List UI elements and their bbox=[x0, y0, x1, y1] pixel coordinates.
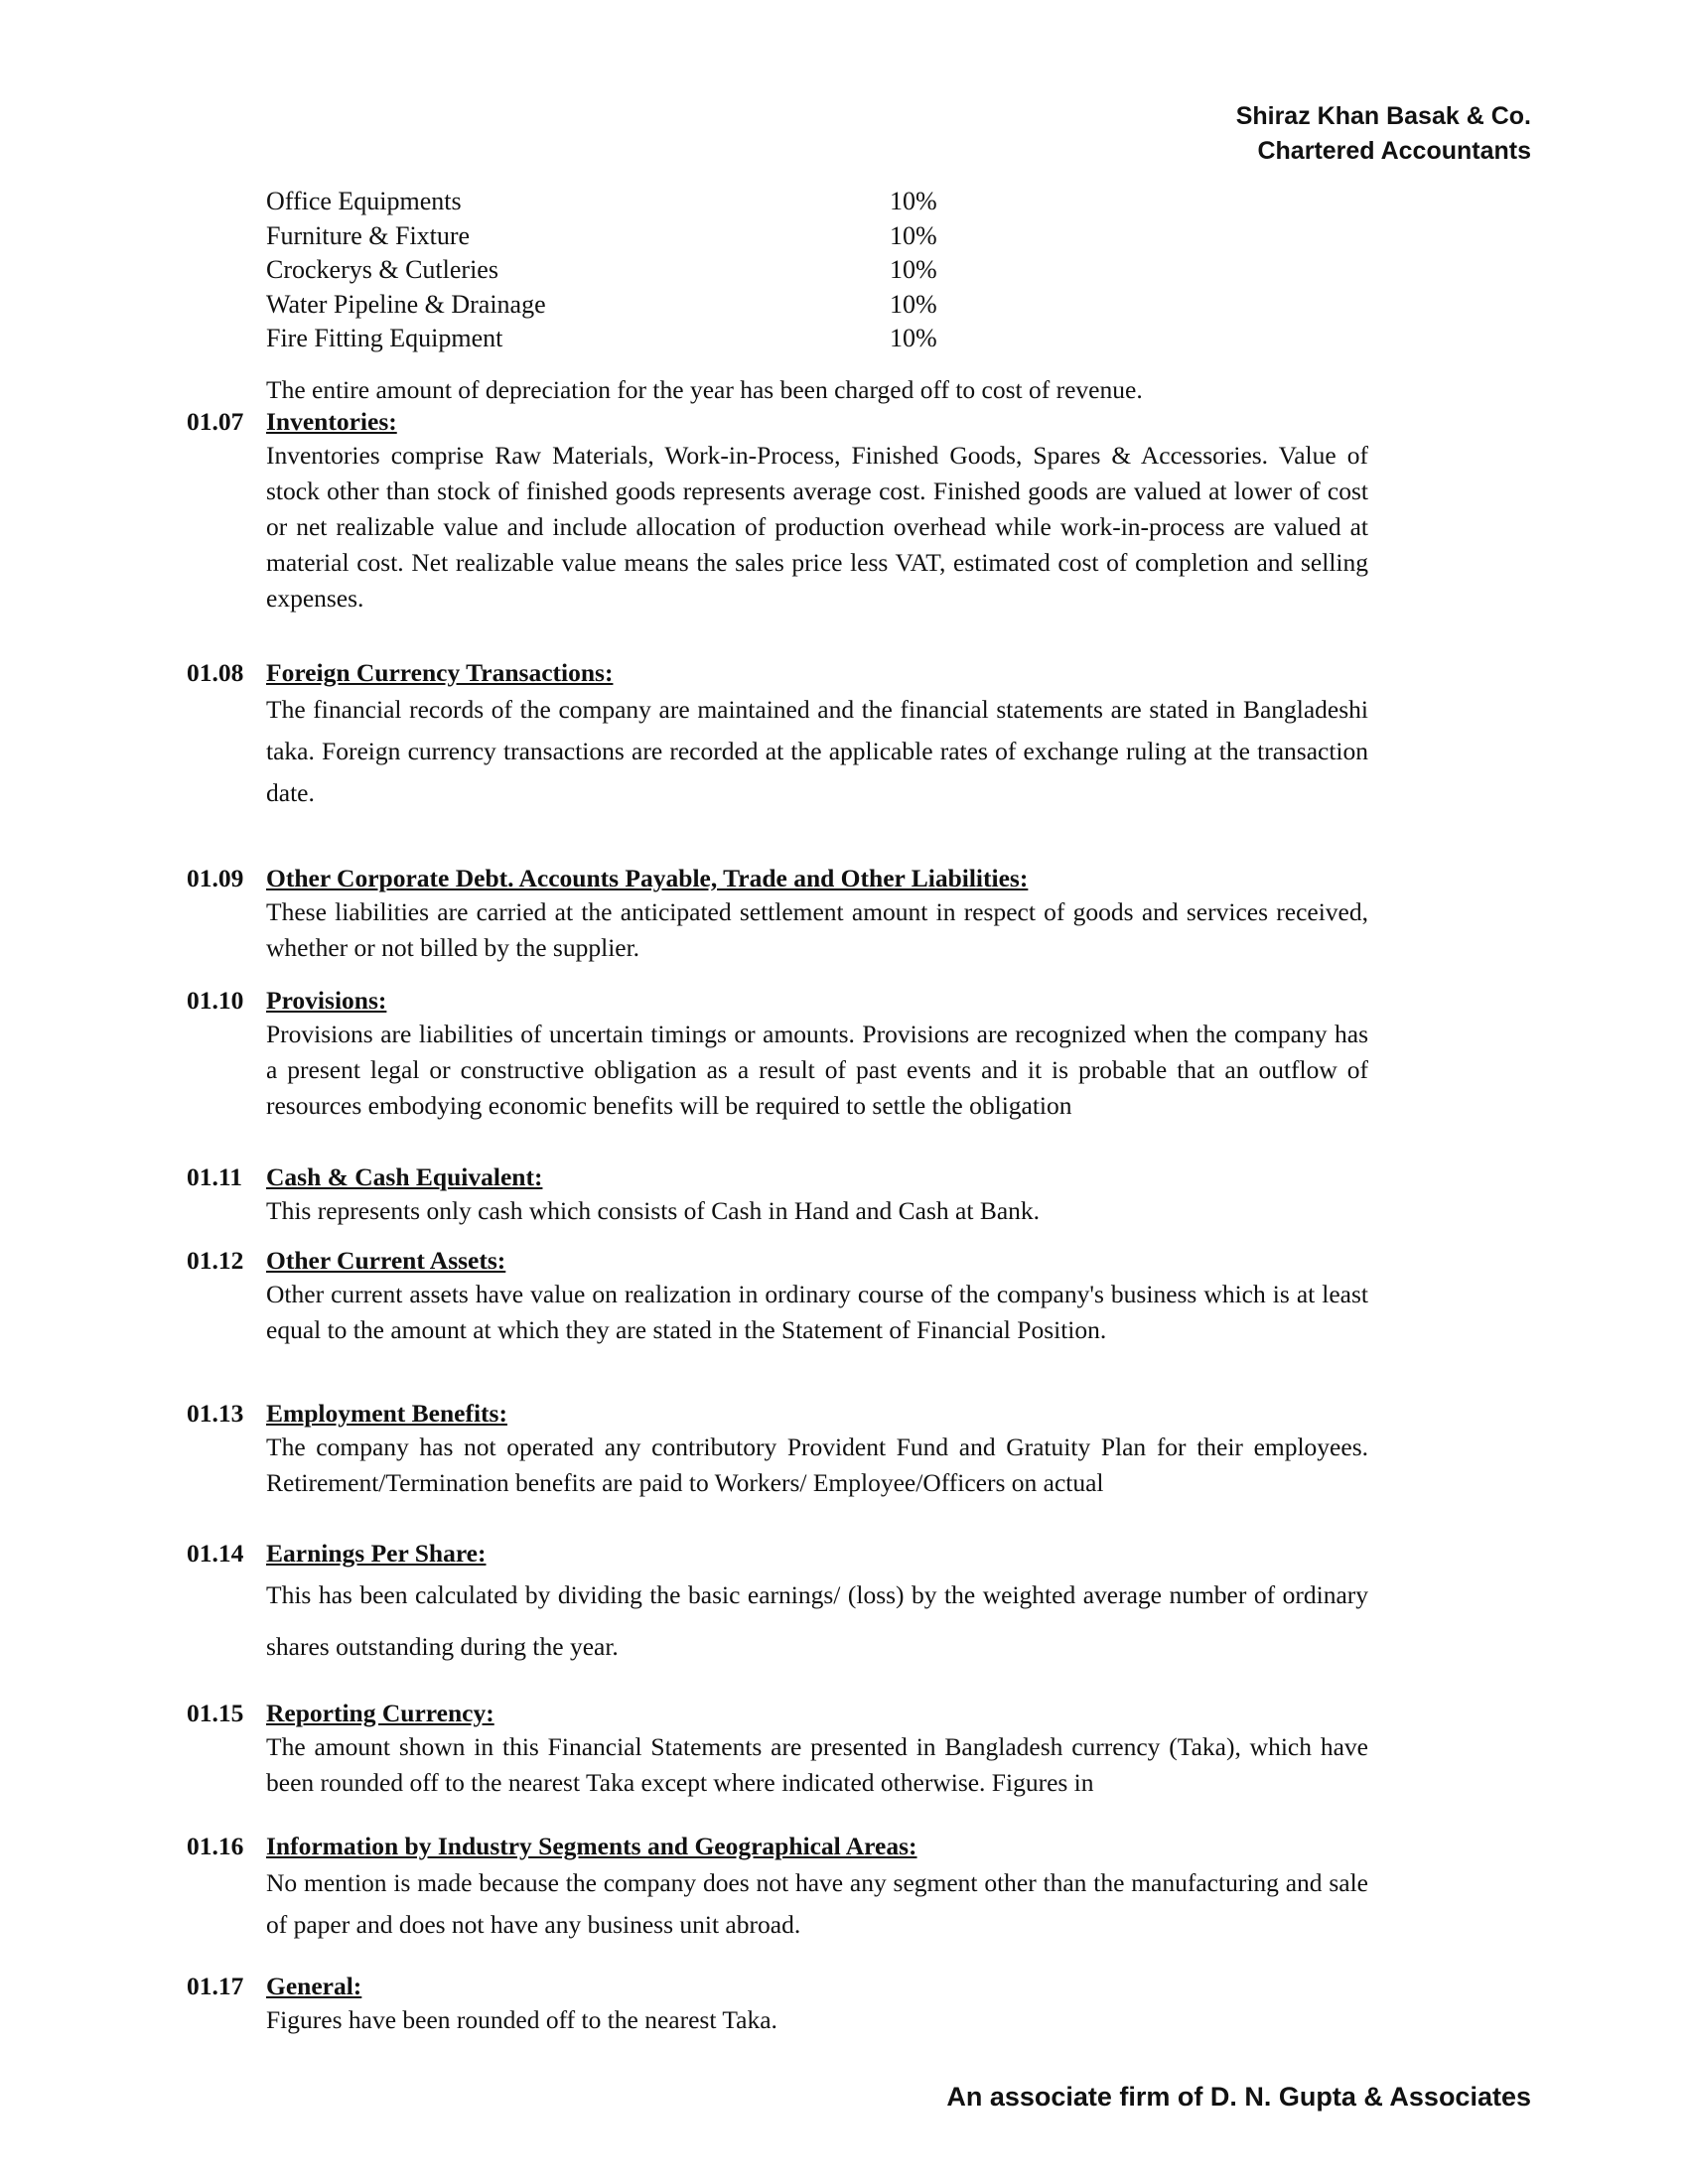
section-heading bbox=[187, 657, 1368, 689]
section-title: Provisions: bbox=[266, 986, 387, 1015]
section-number: 01.12 bbox=[187, 1246, 244, 1275]
section-foreign-currency bbox=[187, 657, 1368, 814]
section-number: 01.14 bbox=[187, 1539, 244, 1568]
section-inventories bbox=[187, 406, 1368, 616]
section-heading bbox=[187, 1698, 1368, 1729]
section-number: 01.13 bbox=[187, 1399, 244, 1428]
section-number: 01.11 bbox=[187, 1162, 242, 1191]
asset-rate: 10% bbox=[890, 324, 937, 352]
section-number: 01.15 bbox=[187, 1699, 244, 1727]
section-body: Provisions are liabilities of uncertain timings or amounts. Provisions are recognized when the company has a present legal or constructive obligation as a result of past events and it is probable that an outflow of resources embodying economic benefits will be required to settle the obligation bbox=[266, 1020, 1368, 1120]
section-heading bbox=[187, 1245, 1368, 1277]
section-body: Inventories comprise Raw Materials, Work-in-Process, Finished Goods, Spares & Accessories. Value of stock other than stock of finished goods represents average cost. Finished goods are valued at lower of cost or net realizable value and include allocation of production overhead while work-in-process are valued at material cost. Net realizable value means the sales price less VAT, estimated cost of completion and selling expenses. bbox=[266, 441, 1368, 613]
depreciation-rate-table bbox=[266, 185, 937, 356]
rate-row bbox=[266, 253, 937, 288]
asset-rate: 10% bbox=[890, 187, 937, 215]
section-segments bbox=[187, 1831, 1368, 1946]
section-heading bbox=[187, 1161, 1368, 1193]
section-title: Other Corporate Debt. Accounts Payable, Trade and Other Liabilities: bbox=[266, 864, 1029, 892]
firm-name: Shiraz Khan Basak & Co. bbox=[1235, 102, 1531, 130]
asset-rate: 10% bbox=[890, 220, 937, 250]
section-cash bbox=[187, 1161, 1368, 1229]
rate-row bbox=[266, 322, 937, 356]
section-body: Figures have been rounded off to the nearest Taka. bbox=[266, 2005, 777, 2034]
rate-row bbox=[266, 185, 937, 219]
section-number: 01.17 bbox=[187, 1972, 244, 2000]
section-body: The amount shown in this Financial Statements are presented in Bangladesh currency (Taka), which have been rounded off to the nearest Taka except where indicated otherwise. Figures in bbox=[266, 1732, 1368, 1797]
section-title: Reporting Currency: bbox=[266, 1699, 494, 1727]
firm-header bbox=[1236, 99, 1531, 169]
section-title: Foreign Currency Transactions: bbox=[266, 658, 614, 687]
section-heading bbox=[187, 1971, 1368, 2002]
page-footer: An associate firm of D. N. Gupta & Associates bbox=[946, 2082, 1531, 2112]
asset-name: Water Pipeline & Drainage bbox=[266, 289, 546, 319]
section-number: 01.08 bbox=[187, 658, 244, 687]
section-body: The company has not operated any contributory Provident Fund and Gratuity Plan for their employees. Retirement/Termination benefits are paid to Workers/ Employee/Officers on actual bbox=[266, 1433, 1368, 1497]
section-body: The financial records of the company are maintained and the financial statements are stated in Bangladeshi taka. Foreign currency transactions are recorded at the applicable rates of exchange ruling at the transaction date. bbox=[266, 695, 1368, 807]
section-title: Information by Industry Segments and Geographical Areas: bbox=[266, 1832, 917, 1860]
section-heading bbox=[187, 863, 1368, 894]
rate-row bbox=[266, 219, 937, 254]
section-title: Earnings Per Share: bbox=[266, 1539, 487, 1568]
asset-rate: 10% bbox=[890, 255, 937, 284]
section-body: No mention is made because the company does not have any segment other than the manufacturing and sale of paper and does not have any business unit abroad. bbox=[266, 1868, 1368, 1939]
section-liabilities bbox=[187, 863, 1368, 966]
asset-name: Furniture & Fixture bbox=[266, 220, 471, 250]
section-title: Employment Benefits: bbox=[266, 1399, 507, 1428]
section-provisions bbox=[187, 985, 1368, 1124]
section-number: 01.07 bbox=[187, 407, 244, 436]
section-title: Other Current Assets: bbox=[266, 1246, 506, 1275]
asset-name: Office Equipments bbox=[266, 187, 462, 215]
asset-name: Fire Fitting Equipment bbox=[266, 324, 503, 352]
section-earnings-per-share bbox=[187, 1538, 1368, 1673]
section-heading bbox=[187, 1398, 1368, 1430]
section-number: 01.16 bbox=[187, 1832, 244, 1860]
section-number: 01.10 bbox=[187, 986, 244, 1015]
section-title: Cash & Cash Equivalent: bbox=[266, 1162, 543, 1191]
asset-rate: 10% bbox=[890, 289, 937, 319]
section-heading bbox=[187, 406, 1368, 438]
section-body: These liabilities are carried at the anticipated settlement amount in respect of goods and services received, whether or not billed by the supplier. bbox=[266, 897, 1368, 962]
section-reporting-currency bbox=[187, 1698, 1368, 1801]
depreciation-note: The entire amount of depreciation for the year has been charged off to cost of revenue. bbox=[266, 375, 1143, 404]
section-heading bbox=[187, 985, 1368, 1017]
section-heading bbox=[187, 1538, 1368, 1570]
firm-subtitle: Chartered Accountants bbox=[1257, 137, 1531, 165]
section-title: Inventories: bbox=[266, 407, 397, 436]
section-general bbox=[187, 1971, 1368, 2038]
section-other-current-assets bbox=[187, 1245, 1368, 1348]
section-employment-benefits bbox=[187, 1398, 1368, 1501]
rate-row bbox=[266, 288, 937, 323]
section-body: Other current assets have value on realization in ordinary course of the company's business which is at least equal to the amount at which they are stated in the Statement of Financial Position. bbox=[266, 1280, 1368, 1344]
section-title: General: bbox=[266, 1972, 362, 2000]
section-heading bbox=[187, 1831, 1368, 1862]
section-number: 01.09 bbox=[187, 864, 244, 892]
asset-name: Crockerys & Cutleries bbox=[266, 255, 498, 284]
section-body: This represents only cash which consists of Cash in Hand and Cash at Bank. bbox=[266, 1196, 1041, 1225]
section-body: This has been calculated by dividing the basic earnings/ (loss) by the weighted average number of ordinary shares outstanding during the year. bbox=[266, 1580, 1368, 1661]
